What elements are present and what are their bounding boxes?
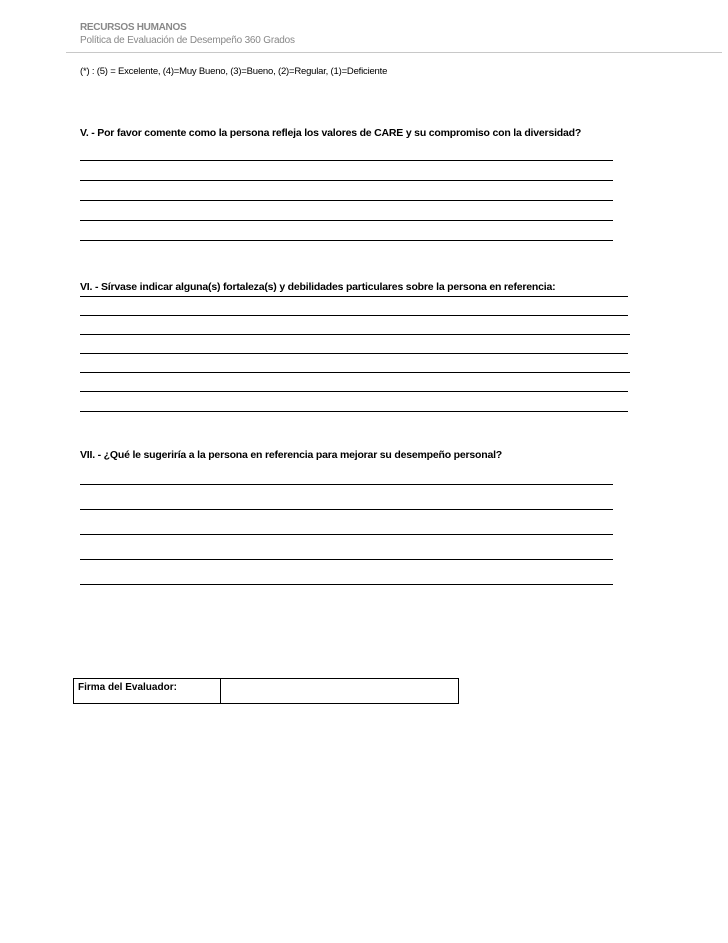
answer-line[interactable] [80,160,613,161]
signature-label: Firma del Evaluador: [74,679,221,703]
answer-line[interactable] [80,509,613,510]
answer-line[interactable] [80,411,628,412]
answer-line[interactable] [80,334,630,335]
answer-line[interactable] [80,391,628,392]
answer-line[interactable] [80,584,613,585]
answer-line[interactable] [80,180,613,181]
rating-legend: (*) : (5) = Excelente, (4)=Muy Bueno, (3)=Bueno, (2)=Regular, (1)=Deficiente [80,66,388,77]
signature-field[interactable] [221,679,458,703]
answer-line[interactable] [80,296,628,297]
answer-line[interactable] [80,484,613,485]
section-v-title: V. - Por favor comente como la persona refleja los valores de CARE y su compromiso con la diversidad? [80,127,582,139]
answer-line[interactable] [80,240,613,241]
answer-line[interactable] [80,315,628,316]
section-vii-title: VII. - ¿Qué le sugeriría a la persona en referencia para mejorar su desempeño personal? [80,449,503,461]
header-divider [66,52,722,53]
header-title: RECURSOS HUMANOS [80,22,187,33]
answer-line[interactable] [80,559,613,560]
answer-line[interactable] [80,372,630,373]
answer-line[interactable] [80,220,613,221]
answer-line[interactable] [80,353,628,354]
header-subtitle: Política de Evaluación de Desempeño 360 Grados [80,35,295,46]
signature-table [73,678,459,704]
answer-line[interactable] [80,534,613,535]
section-vi-title: VI. - Sírvase indicar alguna(s) fortaleza(s) y debilidades particulares sobre la persona en referencia: [80,281,556,293]
answer-line[interactable] [80,200,613,201]
